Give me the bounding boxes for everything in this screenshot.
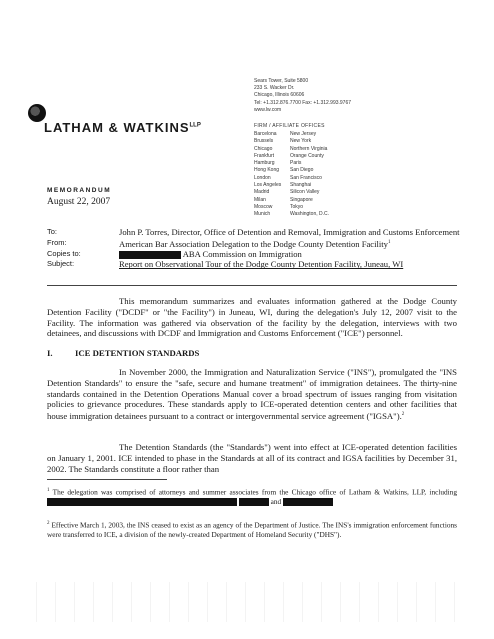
office-name: London [254, 174, 271, 181]
address-line: Sears Tower, Suite 5800 [254, 78, 309, 84]
office-row [254, 175, 329, 182]
paragraph-history-text: In November 2000, the Immigration and Naturalization Service ("INS"), promulgated the "INS Detention Standards" to ensure the "safe, secure and humane treatment" of immigration detainees. The thirty-nine standards contained in the Detention Operations Manual cover a broad spectrum of issues ranging from visitation policies to grievance procedures. These standards apply to ICE-operated detention centers and other facilities that house immigration detainees pursuant to a contract or intergovernmental service agreement ("IGSA"). [47, 367, 457, 422]
office-name: Singapore [290, 196, 313, 203]
office-name: Barcelona [254, 131, 277, 137]
footnote-2 [47, 519, 457, 539]
office-name: Hong Kong [254, 167, 280, 174]
address-line: 233 S. Wacker Dr. [254, 85, 295, 92]
redaction-block [119, 251, 181, 259]
header-subject-text: Report on Observational Tour of the Dodge County Detention Facility, Juneau, WI [119, 259, 404, 270]
header-from-label: From: [47, 237, 67, 247]
redaction-block [283, 498, 333, 506]
office-name: Munich [254, 211, 271, 218]
office-name: Brussels [254, 138, 274, 145]
footnote-1-number: 1 [47, 488, 50, 493]
office-row [254, 146, 329, 153]
paragraph-history [47, 367, 457, 422]
office-row [254, 167, 329, 174]
header-to-value: John P. Torres, Director, Office of Detention and Removal, Immigration and Customs Enforcement [119, 227, 460, 237]
office-row [254, 131, 329, 138]
firm-address [254, 78, 364, 114]
paragraph-intro: This memorandum summarizes and evaluates information gathered at the Dodge County Detention Facility ("DCDF" or "the Facility") in Juneau, WI, during the delegation's July 12, 2007 visit to the Facility. The information was gathered via observation of the facility by the delegation, interviews with two detainees, and discussions with DCDF and Immigration and Customs Enforcement ("ICE") personnel. [47, 296, 457, 339]
section-heading [47, 348, 199, 358]
footnote-1 [47, 486, 457, 506]
office-list [254, 131, 329, 219]
office-row [254, 211, 329, 218]
firm-offices [254, 123, 374, 219]
office-name: Los Angeles [254, 182, 282, 189]
firm-logo-name: LATHAM & WATKINS [44, 120, 190, 135]
office-row [254, 138, 329, 145]
section-number: I. [47, 348, 53, 358]
firm-offices-title: FIRM / AFFILIATE OFFICES [254, 123, 325, 129]
memo-headers [47, 227, 467, 270]
memo-label: MEMORANDUM [47, 187, 112, 194]
office-name: New York [290, 138, 312, 145]
office-name: Madrid [254, 189, 270, 196]
address-line: www.lw.com [254, 106, 282, 113]
office-name: Moscow [254, 203, 273, 210]
header-divider [47, 285, 457, 286]
footnote-1-and: and [270, 496, 282, 506]
office-name: Paris [290, 160, 302, 167]
office-name: Orange County [290, 152, 324, 159]
footnote-ref: 1 [387, 239, 391, 245]
office-name: New Jersey [290, 131, 317, 137]
header-to-label: To: [47, 227, 58, 236]
office-name: San Diego [290, 167, 314, 174]
office-row [254, 204, 329, 211]
office-name: Frankfurt [254, 152, 275, 159]
office-name: Hamburg [254, 160, 275, 167]
footnote-2-text: Effective March 1, 2003, the INS ceased to exist as an agency of the Department of Justice. The INS's immigration enforcement functions were transferred to ICE, a division of the newly-created Department of Homeland Security ("DHS"). [47, 520, 457, 539]
header-copies [47, 249, 467, 260]
office-name: Tokyo [290, 203, 304, 210]
header-subject-label: Subject: [47, 259, 75, 269]
header-subject [47, 259, 467, 270]
address-line: Chicago, Illinois 60606 [254, 92, 305, 99]
office-name: Milan [254, 196, 266, 203]
firm-logo-suffix: LLP [189, 122, 201, 129]
office-row [254, 197, 329, 204]
office-row [254, 182, 329, 189]
paragraph-standards: The Detention Standards (the "Standards") went into effect at ICE-operated detention facilities on January 1, 2001. ICE intended to phase in the Standards at all of its contract and IGSA facilities by December 31, 2002. The Standards constitute a floor rather than [47, 442, 457, 474]
footnote-divider [47, 479, 167, 480]
office-name: San Francisco [290, 174, 322, 181]
memo-date: August 22, 2007 [47, 197, 111, 207]
office-name: Northern Virginia [290, 145, 328, 152]
redaction-block [239, 498, 269, 506]
address-line: Tel: +1.312.876.7700 Fax: +1.312.993.9767 [254, 99, 352, 106]
header-copies-text: ABA Commission on Immigration [182, 248, 302, 259]
header-subject-value [119, 259, 467, 270]
office-row [254, 189, 329, 196]
section-title: ICE DETENTION STANDARDS [75, 348, 200, 358]
redaction-block [47, 498, 237, 506]
office-row [254, 160, 329, 167]
header-copies-value [119, 249, 467, 260]
header-copies-label: Copies to: [47, 248, 81, 258]
footnote-ref: 2 [401, 412, 405, 418]
footnote-1-text: The delegation was comprised of attorneys and summer associates from the Chicago office of Latham & Watkins, LLP, including [52, 487, 457, 497]
header-from [47, 238, 467, 249]
office-name: Silicon Valley [290, 189, 320, 196]
header-from-value [119, 238, 467, 249]
firm-logo [44, 120, 201, 135]
footnote-2-number: 2 [47, 521, 50, 526]
office-name: Chicago [254, 145, 273, 152]
header-to [47, 227, 467, 238]
header-from-text: American Bar Association Delegation to the Dodge County Detention Facility [119, 238, 388, 249]
office-name: Washington, D.C. [290, 211, 329, 218]
office-row [254, 153, 329, 160]
office-name: Shanghai [290, 182, 312, 189]
scan-noise [30, 582, 460, 622]
